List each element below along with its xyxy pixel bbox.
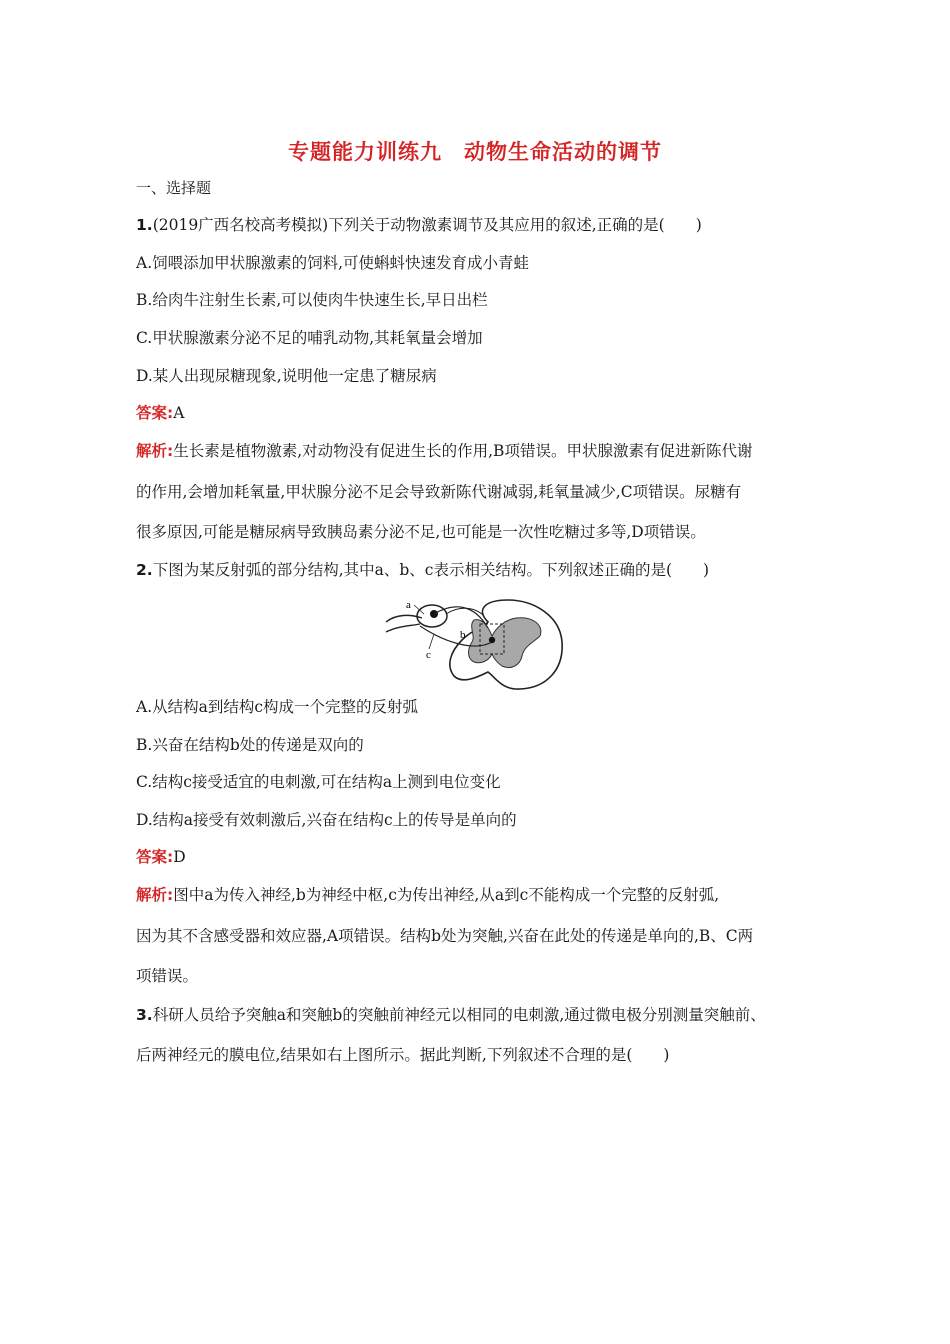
analysis-label: 解析: (136, 886, 174, 904)
question-1-answer (136, 403, 826, 423)
question-3-stem-line-2: 后两神经元的膜电位,结果如右上图所示。据此判断,下列叙述不合理的是( ) (136, 1046, 670, 1064)
question-1-option-a: A.饲喂添加甲状腺激素的饲料,可使蝌蚪快速发育成小青蛙 (136, 254, 530, 272)
nerve-lower-edge (386, 624, 420, 632)
analysis-text: 生长素是植物激素,对动物没有促进生长的作用,B项错误。甲状腺激素有促进新陈代谢 (173, 442, 753, 460)
label-a: a (406, 599, 411, 611)
answer-value: D (173, 848, 186, 866)
question-2-analysis-line-2: 因为其不含感受器和效应器,A项错误。结构b处为突触,兴奋在此处的传递是单向的,B、C两 (136, 927, 754, 945)
question-1-analysis-line-3: 很多原因,可能是糖尿病导致胰岛素分泌不足,也可能是一次性吃糖过多等,D项错误。 (136, 523, 706, 541)
question-3-text: 科研人员给予突触a和突触b的突触前神经元以相同的电刺激,通过微电极分别测量突触前、 (152, 1006, 766, 1024)
question-2-text: 下图为某反射弧的部分结构,其中a、b、c表示相关结构。下列叙述正确的是( ) (152, 561, 710, 579)
question-2-option-d: D.结构a接受有效刺激后,兴奋在结构c上的传导是单向的 (136, 811, 517, 829)
answer-value: A (173, 404, 185, 422)
question-1-analysis-line-1 (136, 441, 826, 461)
question-2-option-a: A.从结构a到结构c构成一个完整的反射弧 (136, 698, 419, 716)
section-heading: 一、选择题 (136, 179, 212, 197)
question-1-analysis-line-2: 的作用,会增加耗氧量,甲状腺分泌不足会导致新陈代谢减弱,耗氧量减少,C项错误。尿糖有 (136, 483, 742, 501)
question-2-stem (136, 560, 826, 580)
answer-label: 答案: (136, 848, 174, 866)
question-2-answer (136, 847, 826, 867)
question-1-option-b: B.给肉牛注射生长素,可以使肉牛快速生长,早日出栏 (136, 291, 488, 309)
reflex-arc-figure (384, 592, 564, 692)
label-c-leader (429, 634, 434, 649)
label-c: c (426, 649, 431, 661)
afferent-nerve (386, 615, 422, 622)
question-2-option-c: C.结构c接受适宜的电刺激,可在结构a上测到电位变化 (136, 773, 501, 791)
question-1-number: 1. (136, 216, 153, 234)
question-3-number: 3. (136, 1006, 153, 1024)
question-1-option-c: C.甲状腺激素分泌不足的哺乳动物,其耗氧量会增加 (136, 329, 483, 347)
question-1-text: (2019广西名校高考模拟)下列关于动物激素调节及其应用的叙述,正确的是( ) (152, 216, 702, 234)
question-2-number: 2. (136, 561, 153, 579)
question-2-option-b: B.兴奋在结构b处的传递是双向的 (136, 736, 364, 754)
question-1-option-d: D.某人出现尿糖现象,说明他一定患了糖尿病 (136, 367, 437, 385)
question-2-analysis-line-1 (136, 885, 826, 905)
analysis-label: 解析: (136, 442, 174, 460)
question-2-analysis-line-3: 项错误。 (136, 967, 199, 985)
question-1-stem (136, 215, 826, 235)
analysis-text: 图中a为传入神经,b为神经中枢,c为传出神经,从a到c不能构成一个完整的反射弧, (173, 886, 720, 904)
answer-label: 答案: (136, 404, 174, 422)
question-3-stem-line-1 (136, 1005, 826, 1025)
page-title: 专题能力训练九 动物生命活动的调节 (288, 140, 662, 164)
label-b: b (460, 629, 466, 641)
